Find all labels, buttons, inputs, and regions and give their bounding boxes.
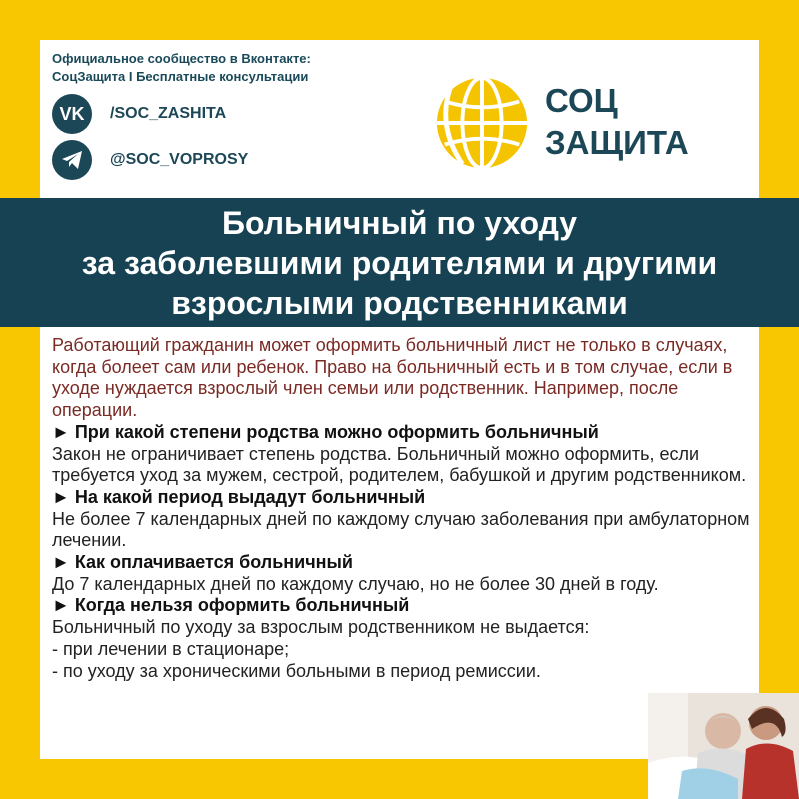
article-content [52,335,752,682]
logo-wordmark [545,80,689,164]
vk-link[interactable] [52,94,226,134]
title-line-2: за заболевшими родителями и другими [81,244,718,281]
title-band [0,198,799,327]
vk-handle[interactable]: /SOC_ZASHITA [110,105,227,122]
telegram-link[interactable] [52,140,248,180]
telegram-handle[interactable]: @SOC_VOPROSY [110,151,249,168]
header-card [40,40,759,198]
section-heading-period: ► На какой период выдадут больничный [52,486,426,507]
globe-icon [433,74,531,172]
community-line-1: Официальное сообщество в Вконтакте: [52,51,311,66]
paper-plane-icon [61,150,83,170]
section-text-payment: До 7 календарных дней по каждому случаю, но не более 30 дней в году. [52,573,659,594]
section-text-restrictions: Больничный по уходу за взрослым родственником не выдается: [52,617,590,638]
logo-line-2: ЗАЩИТА [545,124,689,161]
section-heading-kinship: ► При какой степени родства можно оформить больничный [52,421,599,442]
section-heading-restrictions: ► Когда нельзя оформить больничный [52,595,410,616]
community-line-2[interactable]: СоцЗащита I Бесплатные консультации [52,69,309,84]
section-text-period: Не более 7 календарных дней по каждому случаю заболевания при амбулаторном лечении. [52,508,750,551]
telegram-paper-plane-icon [52,140,92,180]
restriction-item: - по уходу за хроническими больными в период ремиссии. [52,660,541,681]
restriction-item: - при лечении в стационаре; [52,638,290,659]
logo-line-1: СОЦ [545,82,618,119]
title-line-3: взрослыми родственниками [171,284,628,321]
community-caption [52,50,311,86]
title-line-1: Больничный по уходу [221,204,578,241]
caregiver-photo [648,693,799,799]
vk-logo-icon: VK [52,94,92,134]
section-heading-payment: ► Как оплачивается больничный [52,552,353,573]
intro-paragraph: Работающий гражданин может оформить больничный лист не только в случаях, когда болеет сам или ребенок. Право на больничный есть и в том случае, если в уходе нуждается взрослый член семьи или родственник. Например, после операции. [52,335,733,421]
section-text-kinship: Закон не ограничивает степень родства. Больничный можно оформить, если требуется уход за мужем, сестрой, родителем, бабушкой и другим родственником. [52,443,747,486]
